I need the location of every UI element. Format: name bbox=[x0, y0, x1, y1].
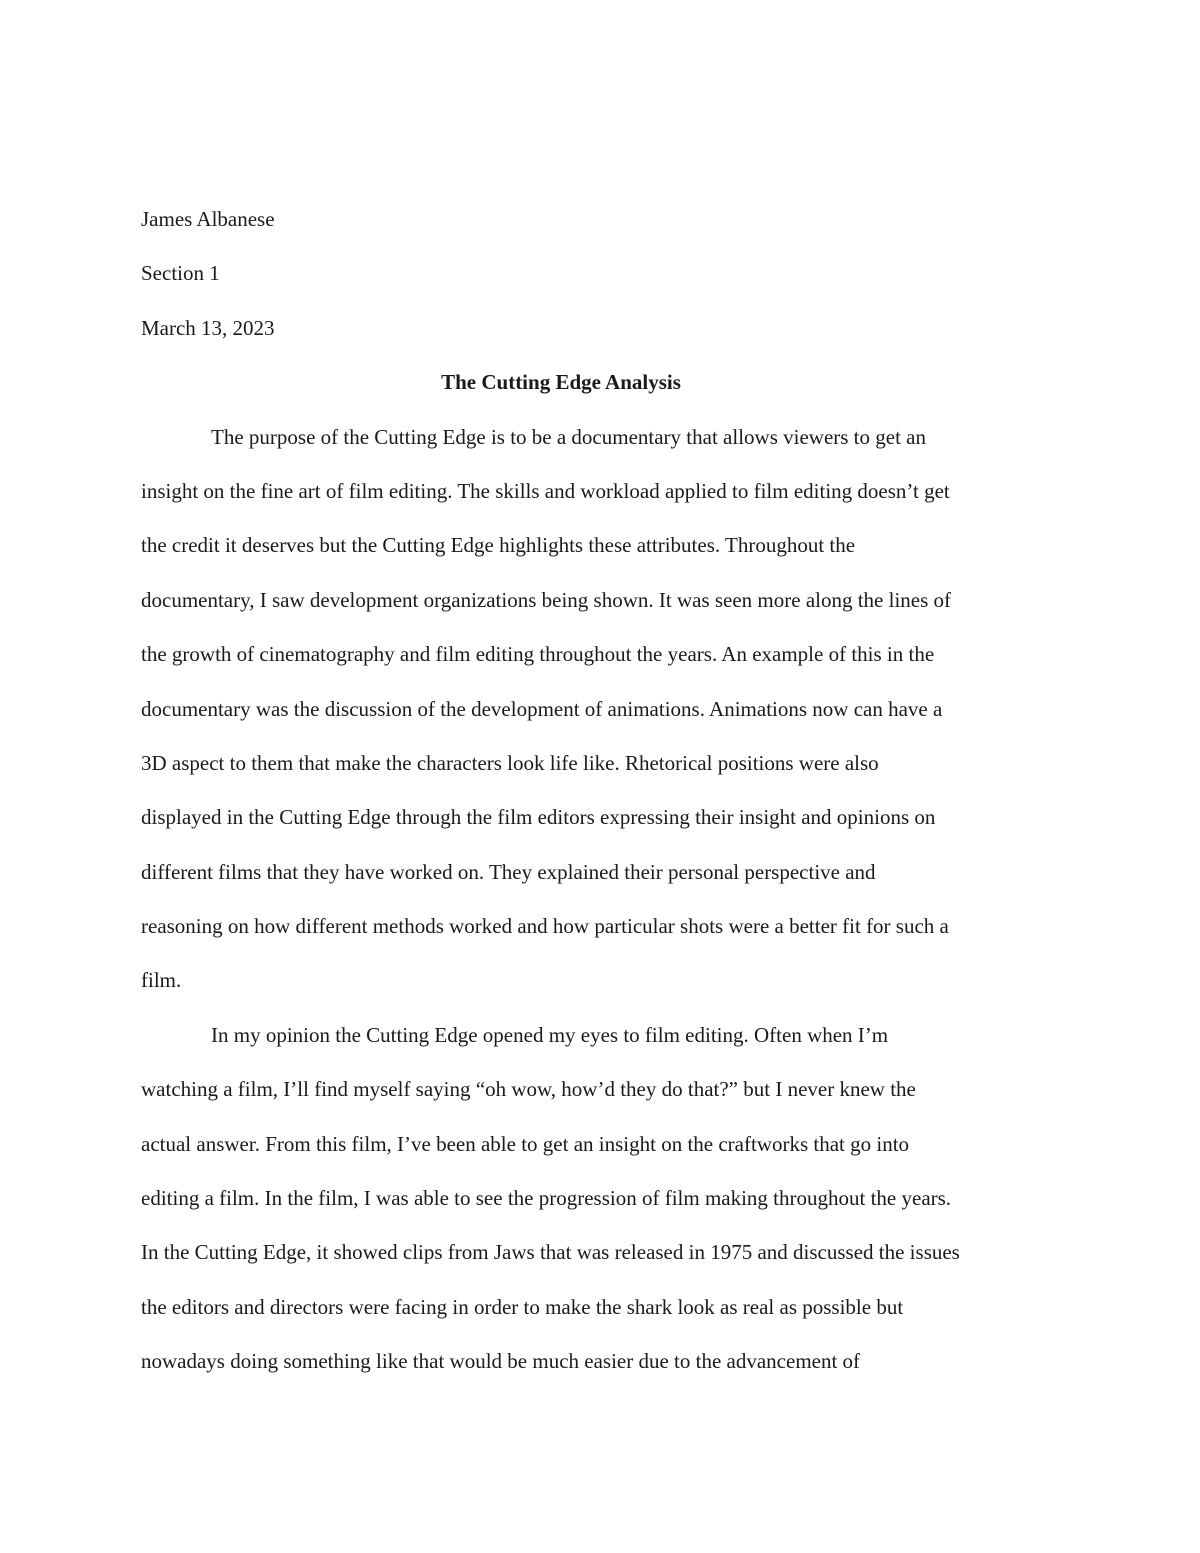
paragraph-line: insight on the fine art of film editing. The skills and workload applied to film editing doesn’t get bbox=[141, 478, 950, 503]
paragraph-line: 3D aspect to them that make the characters look life like. Rhetorical positions were also bbox=[141, 750, 879, 775]
document-title: The Cutting Edge Analysis bbox=[441, 370, 681, 395]
paragraph-line: editing a film. In the film, I was able to see the progression of film making throughout the years. bbox=[141, 1186, 952, 1211]
paragraph-line: the credit it deserves but the Cutting Edge highlights these attributes. Throughout the bbox=[141, 533, 856, 558]
paragraph-line: the editors and directors were facing in order to make the shark look as real as possible but bbox=[141, 1294, 904, 1319]
paragraph-line: reasoning on how different methods worked and how particular shots were a better fit for such a bbox=[141, 914, 949, 939]
paragraph-line: different films that they have worked on. They explained their personal perspective and bbox=[141, 859, 876, 884]
paragraph-line: In the Cutting Edge, it showed clips from Jaws that was released in 1975 and discussed the issues bbox=[141, 1240, 960, 1265]
paragraph-line: nowadays doing something like that would be much easier due to the advancement of bbox=[141, 1349, 861, 1374]
paragraph-line: documentary, I saw development organizations being shown. It was seen more along the lines of bbox=[141, 587, 952, 612]
paragraph-line: In my opinion the Cutting Edge opened my eyes to film editing. Often when I’m bbox=[211, 1022, 889, 1047]
paragraph-line: film. bbox=[141, 968, 182, 993]
paragraph-1 bbox=[141, 410, 1061, 1008]
paragraph-line: actual answer. From this film, I’ve been able to get an insight on the craftworks that go into bbox=[141, 1131, 910, 1156]
paragraph-line: documentary was the discussion of the development of animations. Animations now can have a bbox=[141, 696, 943, 721]
section-label: Section 1 bbox=[141, 261, 220, 286]
paragraph-2 bbox=[141, 1008, 1061, 1389]
paragraph-line: The purpose of the Cutting Edge is to be a documentary that allows viewers to get an bbox=[211, 424, 926, 449]
paragraph-line: watching a film, I’ll find myself saying “oh wow, how’d they do that?” but I never knew the bbox=[141, 1077, 916, 1102]
paragraph-line: displayed in the Cutting Edge through the film editors expressing their insight and opinions on bbox=[141, 805, 936, 830]
author-name: James Albanese bbox=[141, 207, 275, 231]
document-body bbox=[141, 192, 1061, 1389]
paragraph-line: the growth of cinematography and film editing throughout the years. An example of this in the bbox=[141, 642, 935, 667]
date-label: March 13, 2023 bbox=[141, 315, 275, 340]
